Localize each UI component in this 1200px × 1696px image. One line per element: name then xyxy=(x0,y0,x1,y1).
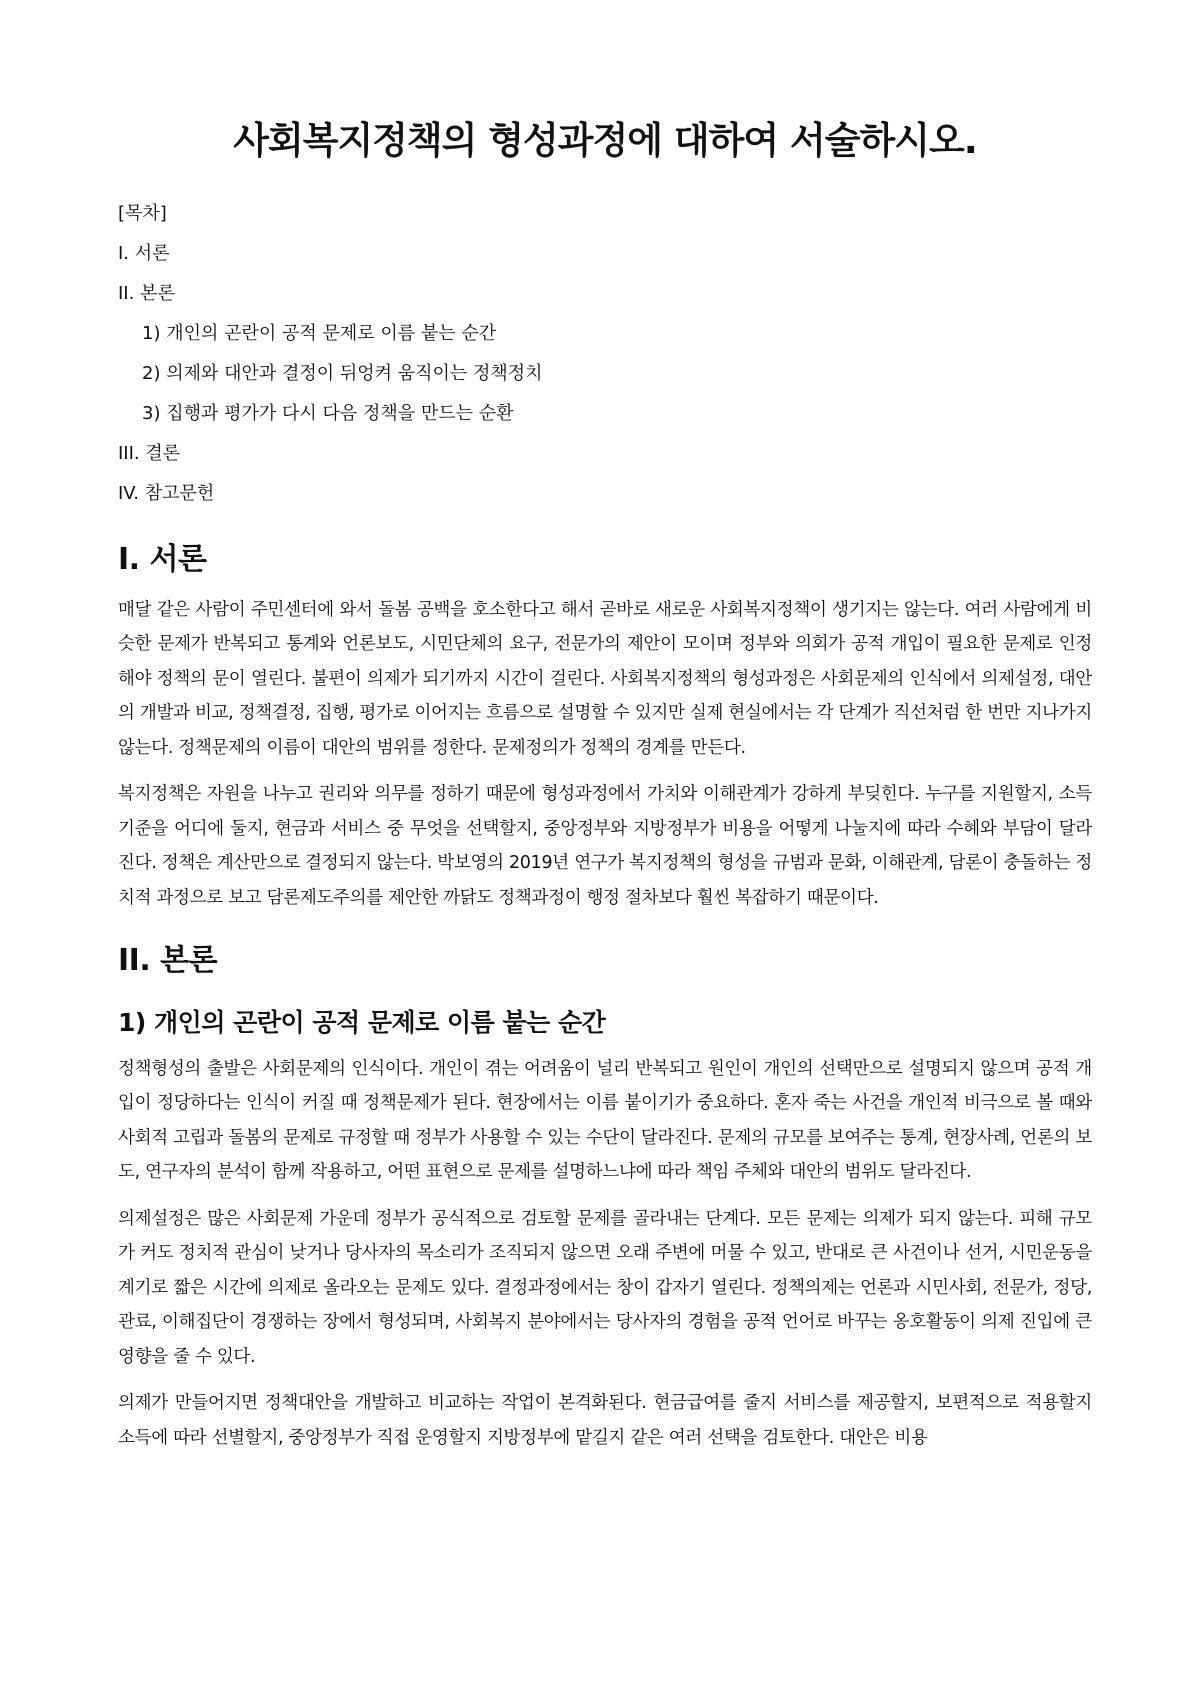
document-title: 사회복지정책의 형성과정에 대하여 서술하시오. xyxy=(233,119,977,162)
toc-subitem-2: 2) 의제와 대안과 결정이 뒤엉켜 움직이는 정책정치 xyxy=(142,363,543,385)
body-subsection-1-heading: 1) 개인의 곤란이 공적 문제로 이름 붙는 순간 xyxy=(118,1007,606,1037)
introduction-section xyxy=(118,540,1092,915)
table-of-contents xyxy=(118,194,1092,514)
toc-subitem-1: 1) 개인의 곤란이 공적 문제로 이름 붙는 순간 xyxy=(142,323,497,345)
toc-item-introduction: I. 서론 xyxy=(118,243,170,265)
body-subsection-1-paragraph-1: 정책형성의 출발은 사회문제의 인식이다. 개인이 겪는 어려움이 널리 반복되고 원인이 개인의 선택만으로 설명되지 않으며 공적 개입이 정당하다는 인식이 커질 때 정책문제가 된다. 현장에서는 이름 붙이기가 중요하다. 혼자 죽는 사건을 개인적 비극으로 볼 때와 사회적 고립과 돌봄의 문제로 규정할 때 정부가 사용할 수 있는 수단이 달라진다. 문제의 규모를 보여주는 통계, 현장사례, 언론의 보도, 연구자의 분석이 함께 작용하고, 어떤 표현으로 문제를 설명하느냐에 따라 책임 주체와 대안의 범위도 달라진다. xyxy=(118,1058,1093,1182)
introduction-heading: I. 서론 xyxy=(118,542,207,578)
introduction-paragraph-2: 복지정책은 자원을 나누고 권리와 의무를 정하기 때문에 형성과정에서 가치와 이해관계가 강하게 부딪힌다. 누구를 지원할지, 소득기준을 어디에 둘지, 현금과 서비스 중 무엇을 선택할지, 중앙정부와 지방정부가 비용을 어떻게 나눌지에 따라 수혜와 부담이 달라진다. 정책은 계산만으로 결정되지 않는다. 박보영의 2019년 연구가 복지정책의 형성을 규범과 문화, 이해관계, 담론이 충돌하는 정치적 과정으로 보고 담론제도주의를 제안한 까닭도 정책과정이 행정 절차보다 훨씬 복잡하기 때문이다. xyxy=(118,784,1092,908)
body-heading: II. 본론 xyxy=(118,943,218,979)
toc-subitem-3: 3) 집행과 평가가 다시 다음 정책을 만드는 순환 xyxy=(142,403,514,425)
toc-item-conclusion: III. 결론 xyxy=(118,443,181,465)
body-subsection-1-paragraph-2: 의제설정은 많은 사회문제 가운데 정부가 공식적으로 검토할 문제를 골라내는 단계다. 모든 문제는 의제가 되지 않는다. 피해 규모가 커도 정치적 관심이 낮거나 당사자의 목소리가 조직되지 않으면 오래 주변에 머물 수 있고, 반대로 큰 사건이나 선거, 시민운동을 계기로 짧은 시간에 의제로 올라오는 문제도 있다. 결정과정에서는 창이 갑자기 열린다. 정책의제는 언론과 시민사회, 전문가, 정당, 관료, 이해집단이 경쟁하는 장에서 형성되며, 사회복지 분야에서는 당사자의 경험을 공적 언어로 바꾸는 옹호활동이 의제 진입에 큰 영향을 줄 수 있다. xyxy=(118,1208,1092,1367)
toc-item-references: IV. 참고문헌 xyxy=(118,483,215,505)
body-subsection-1-paragraph-3: 의제가 만들어지면 정책대안을 개발하고 비교하는 작업이 본격화된다. 현금급여를 줄지 서비스를 제공할지, 보편적으로 적용할지 소득에 따라 선별할지, 중앙정부가 직접 운영할지 지방정부에 맡길지 같은 여러 선택을 검토한다. 대안은 비용 xyxy=(118,1393,1092,1448)
body-section xyxy=(118,941,1092,1455)
introduction-paragraph-1: 매달 같은 사람이 주민센터에 와서 돌봄 공백을 호소한다고 해서 곧바로 새로운 사회복지정책이 생기지는 않는다. 여러 사람에게 비슷한 문제가 반복되고 통계와 언론보도, 시민단체의 요구, 전문가의 제안이 모이며 정부와 의회가 공적 개입이 필요한 문제로 인정해야 정책의 문이 열린다. 불편이 의제가 되기까지 시간이 걸린다. 사회복지정책의 형성과정은 사회문제의 인식에서 의제설정, 대안의 개발과 비교, 정책결정, 집행, 평가로 이어지는 흐름으로 설명할 수 있지만 실제 현실에서는 각 단계가 직선처럼 한 번만 지나가지 않는다. 정책문제의 이름이 대안의 범위를 정한다. 문제정의가 정책의 경계를 만든다. xyxy=(118,599,1092,758)
toc-item-body: II. 본론 xyxy=(118,283,175,305)
toc-heading: [목차] xyxy=(118,203,167,225)
